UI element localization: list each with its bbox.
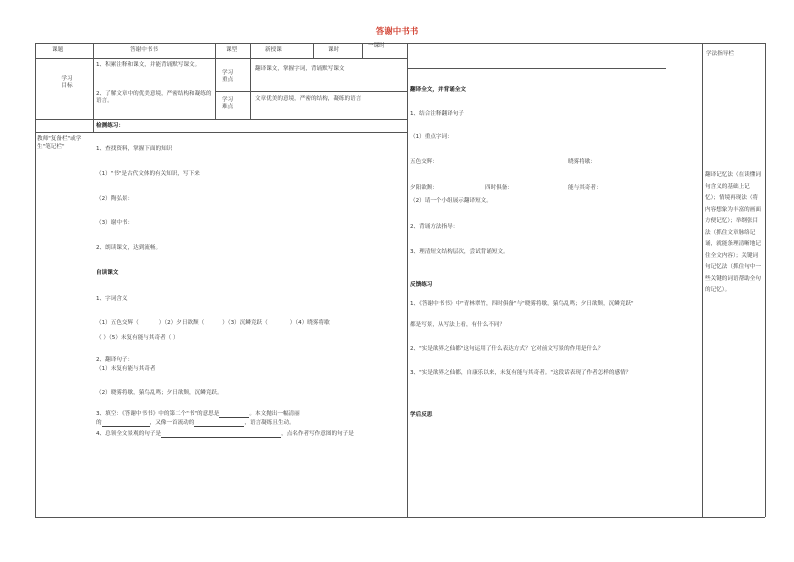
practice-q3: （3）谢中书： — [96, 220, 134, 226]
fill-blank-3-line2 — [96, 420, 295, 427]
topic-value: 答谢中书书 — [130, 47, 158, 53]
vocab-1: （1）五色交辉（ — [96, 320, 139, 326]
reflection-heading: 学后反思 — [410, 412, 433, 418]
hours-label: 课时 — [328, 47, 340, 53]
middle-m4: 2、背诵方法指导： — [410, 224, 459, 230]
fill-blank-3-a: 3、填空：《答谢中书书》中的第二个"书"的意思是 — [96, 411, 220, 417]
fill-blank-3-c: 的 — [96, 420, 102, 426]
type-label: 课型 — [226, 47, 238, 53]
fill-blank-4-a: 4、总领全文景观的句子是 — [96, 431, 162, 437]
word-4: 四时俱备： — [485, 185, 513, 191]
fill-blank-3-e: ，语言凝练且生动。 — [244, 420, 295, 426]
fill-blank-4-b: ，点名作者写作意图的句子是 — [281, 431, 354, 437]
side-note: 教师"复备栏"或学生"笔记栏" — [37, 136, 82, 150]
goal-item-1: 1、积累注释和课文，并能背诵默写课文。 — [96, 62, 201, 68]
self-study-s2a: （1）未复有能与其奇者 — [96, 366, 156, 372]
self-study-heading: 自读课文 — [96, 270, 119, 276]
feedback-3: 3、"实是欲界之仙都，自康乐以来，未复有能与其奇者。"这段话表现了作者怎样的感情？ — [410, 370, 632, 376]
document-title: 答谢中书书 — [375, 27, 419, 37]
practice-q4: 2、朗读课文，达到流畅。 — [96, 245, 162, 251]
middle-m2: （1）重点字词： — [410, 134, 453, 140]
key-label: 学习 重点 — [222, 70, 234, 83]
fill-blank-3-b: 。本文抛出一幅清丽 — [249, 411, 300, 417]
method-heading: 学法指导栏 — [706, 51, 734, 57]
goals-label: 学习 目标 — [61, 76, 73, 89]
self-study-s2: 2、翻译句子： — [96, 357, 134, 363]
practice-q1: （1）"书"是古代文体的有关知识，写下来 — [96, 171, 200, 177]
difficulty-text: 文章优美的意境，严密的结构，凝练的语言 — [255, 96, 362, 102]
fill-blank-4 — [96, 431, 354, 438]
fill-blank-3-d: ，又像一首流动的 — [149, 420, 195, 426]
feedback-1a: 1、《答谢中书书》中"青林翠竹，四时俱备"与"晓雾将歇，猿鸟乱鸣；夕日欲颓，沉鳞竞跃" — [410, 301, 634, 307]
vocab-4: ）（4）晓雾将歇 — [289, 320, 330, 326]
topic-label: 课题 — [52, 47, 64, 53]
difficulty-label: 学习 难点 — [222, 97, 234, 110]
word-3: 夕阳欲颓： — [410, 185, 438, 191]
vocab-row-2: （ ）（5）未复有能与其奇者（ ） — [96, 335, 179, 341]
goal-item-2: 2、了解文章中的优美意境，严密结构和凝练的语言。 — [96, 91, 212, 104]
practice-q2: （2）陶弘景： — [96, 196, 134, 202]
vocab-2: ）（2）夕日欲颓（ — [158, 320, 205, 326]
hours-value: 一课时 — [368, 43, 385, 49]
word-2: 晓雾将歇： — [568, 159, 596, 165]
middle-m3: （2）请一个小组展示翻译短文。 — [410, 198, 492, 204]
self-study-s1: 1、字词含义 — [96, 296, 128, 302]
method-body: 翻译记忆法（在读懂词句含义的基础上记忆）；情境再现法（将内容想象为丰富的画面方便记忆）；举纲张目法（抓住文章脉络记诵，就能条理清晰地记住全文内容）；关键词句记忆法（抓住句中一些关键的词语帮助全句的记忆）。 — [705, 172, 761, 293]
type-value: 新授课 — [265, 47, 282, 53]
practice-heading: 检测练习： — [96, 123, 124, 129]
word-5: 能与其奇者： — [568, 185, 602, 191]
vocab-3: ）（3）沉鳞竞跃（ — [222, 320, 268, 326]
middle-m1: 1、结合注释翻译句子 — [410, 111, 464, 117]
vocab-row-1 — [96, 320, 330, 327]
self-study-s2b: （2）晓雾将歇，猿鸟乱鸣；夕日欲颓，沉鳞竞跃。 — [96, 390, 223, 396]
feedback-heading: 反馈练习 — [410, 282, 433, 288]
feedback-2: 2、"实是欲界之仙都"这句运用了什么表达方式？它对前文写景的作用是什么？ — [410, 346, 604, 352]
practice-intro: 1、查找资料，掌握下面的知识 — [96, 146, 173, 152]
fill-blank-3 — [96, 411, 300, 418]
key-text: 翻译课文，掌握字词，背诵默写课文 — [255, 66, 345, 72]
translate-heading: 翻译全文，并背诵全文 — [410, 87, 466, 93]
word-1: 五色交辉： — [410, 159, 438, 165]
feedback-1b: 都是写景，从写法上看，有什么不同？ — [410, 322, 506, 328]
middle-m5: 3、理清短文结构层次，尝试背诵短文。 — [410, 249, 509, 255]
